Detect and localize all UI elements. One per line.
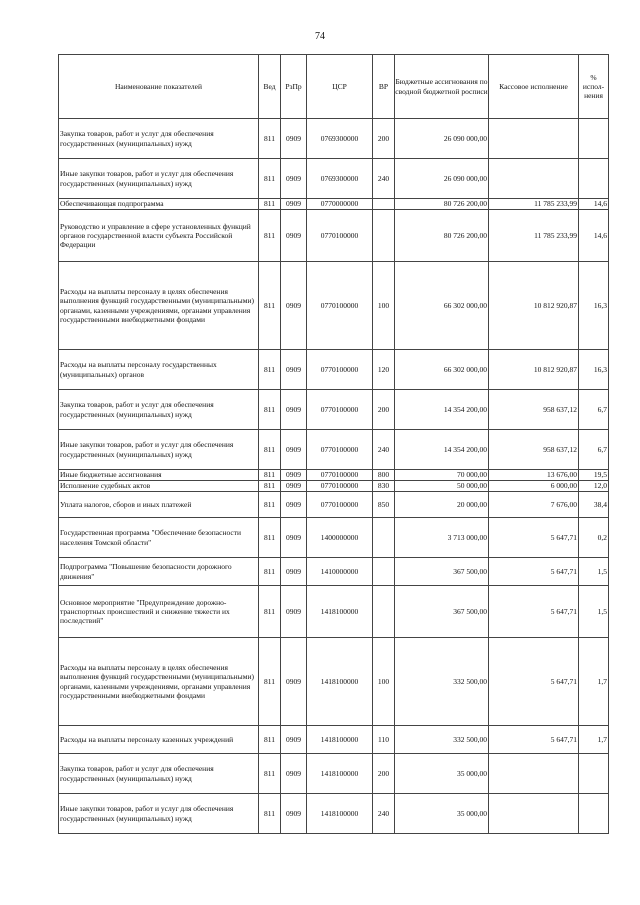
row-csr: 1418100000 — [307, 726, 373, 754]
row-cash: 5 647,71 — [489, 726, 579, 754]
budget-table — [58, 54, 609, 834]
row-percent: 16,3 — [579, 350, 609, 390]
row-name: Иные закупки товаров, работ и услуг для обеспечения государственных (муниципальных) нужд — [59, 159, 259, 199]
row-cash: 11 785 233,99 — [489, 210, 579, 262]
row-cash — [489, 754, 579, 794]
row-percent: 14,6 — [579, 210, 609, 262]
header-percent: % испол-нения — [579, 55, 609, 119]
row-name: Расходы на выплаты персоналу государственных (муниципальных) органов — [59, 350, 259, 390]
table-row — [59, 558, 609, 586]
row-vr: 850 — [373, 492, 395, 518]
row-percent: 12,0 — [579, 481, 609, 492]
row-budget: 332 500,00 — [395, 638, 489, 726]
row-csr: 0770100000 — [307, 481, 373, 492]
row-percent: 1,5 — [579, 586, 609, 638]
row-cash: 5 647,71 — [489, 558, 579, 586]
row-vr: 830 — [373, 481, 395, 492]
table-header-row — [59, 55, 609, 119]
row-percent: 1,7 — [579, 726, 609, 754]
row-name: Расходы на выплаты персоналу в целях обеспечения выполнения функций государственными (муниципальными) органами, казенными учреждениями, органами управления государственными внебюджетными фондами — [59, 638, 259, 726]
row-ved: 811 — [259, 558, 281, 586]
row-name: Закупка товаров, работ и услуг для обеспечения государственных (муниципальных) нужд — [59, 754, 259, 794]
header-budget: Бюджетные ассигнования по сводной бюджетной росписи — [395, 55, 489, 119]
table-row — [59, 159, 609, 199]
table-row — [59, 638, 609, 726]
row-ved: 811 — [259, 518, 281, 558]
row-ved: 811 — [259, 492, 281, 518]
row-vr: 100 — [373, 638, 395, 726]
row-csr: 0770100000 — [307, 430, 373, 470]
row-cash: 5 647,71 — [489, 638, 579, 726]
table-row — [59, 518, 609, 558]
row-budget: 14 354 200,00 — [395, 390, 489, 430]
table-row — [59, 390, 609, 430]
row-ved: 811 — [259, 210, 281, 262]
row-ved: 811 — [259, 586, 281, 638]
table-row — [59, 492, 609, 518]
row-budget: 367 500,00 — [395, 558, 489, 586]
row-csr: 0770100000 — [307, 492, 373, 518]
row-vr — [373, 558, 395, 586]
row-percent — [579, 754, 609, 794]
row-cash — [489, 159, 579, 199]
row-budget: 26 090 000,00 — [395, 159, 489, 199]
row-ved: 811 — [259, 119, 281, 159]
row-name: Закупка товаров, работ и услуг для обеспечения государственных (муниципальных) нужд — [59, 390, 259, 430]
table-row — [59, 119, 609, 159]
row-csr: 1418100000 — [307, 586, 373, 638]
row-csr: 0770000000 — [307, 199, 373, 210]
row-ved: 811 — [259, 470, 281, 481]
row-cash: 10 812 920,87 — [489, 262, 579, 350]
row-cash: 11 785 233,99 — [489, 199, 579, 210]
row-name: Иные закупки товаров, работ и услуг для обеспечения государственных (муниципальных) нужд — [59, 430, 259, 470]
row-vr — [373, 199, 395, 210]
row-budget: 70 000,00 — [395, 470, 489, 481]
table-row — [59, 794, 609, 834]
row-percent: 1,7 — [579, 638, 609, 726]
row-csr: 1410000000 — [307, 558, 373, 586]
row-budget: 367 500,00 — [395, 586, 489, 638]
row-name: Основное мероприятие "Предупреждение дорожно-транспортных происшествий и снижение тяжести их последствий" — [59, 586, 259, 638]
row-ved: 811 — [259, 159, 281, 199]
row-ved: 811 — [259, 726, 281, 754]
row-rzpr: 0909 — [281, 794, 307, 834]
row-percent: 19,5 — [579, 470, 609, 481]
row-ved: 811 — [259, 199, 281, 210]
row-ved: 811 — [259, 350, 281, 390]
row-csr: 1418100000 — [307, 794, 373, 834]
row-percent: 6,7 — [579, 430, 609, 470]
row-rzpr: 0909 — [281, 558, 307, 586]
row-budget: 35 000,00 — [395, 754, 489, 794]
row-name: Руководство и управление в сфере установленных функций органов государственной власти субъекта Российской Федерации — [59, 210, 259, 262]
row-rzpr: 0909 — [281, 159, 307, 199]
table-row — [59, 586, 609, 638]
row-rzpr: 0909 — [281, 210, 307, 262]
header-csr: ЦСР — [307, 55, 373, 119]
table-row — [59, 210, 609, 262]
row-vr — [373, 210, 395, 262]
row-rzpr: 0909 — [281, 119, 307, 159]
row-budget: 66 302 000,00 — [395, 262, 489, 350]
row-cash: 13 676,00 — [489, 470, 579, 481]
row-ved: 811 — [259, 638, 281, 726]
table-row — [59, 754, 609, 794]
row-csr: 0769300000 — [307, 159, 373, 199]
row-cash — [489, 119, 579, 159]
row-vr: 800 — [373, 470, 395, 481]
row-rzpr: 0909 — [281, 492, 307, 518]
row-csr: 0769300000 — [307, 119, 373, 159]
row-percent — [579, 159, 609, 199]
row-percent: 16,3 — [579, 262, 609, 350]
header-rzpr: РзПр — [281, 55, 307, 119]
row-vr: 240 — [373, 794, 395, 834]
row-percent: 0,2 — [579, 518, 609, 558]
row-budget: 50 000,00 — [395, 481, 489, 492]
row-ved: 811 — [259, 794, 281, 834]
row-budget: 20 000,00 — [395, 492, 489, 518]
row-name: Закупка товаров, работ и услуг для обеспечения государственных (муниципальных) нужд — [59, 119, 259, 159]
row-name: Иные закупки товаров, работ и услуг для обеспечения государственных (муниципальных) нужд — [59, 794, 259, 834]
row-budget: 80 726 200,00 — [395, 199, 489, 210]
table-row — [59, 430, 609, 470]
row-name: Подпрограмма "Повышение безопасности дорожного движения" — [59, 558, 259, 586]
row-rzpr: 0909 — [281, 350, 307, 390]
table-row — [59, 481, 609, 492]
row-rzpr: 0909 — [281, 430, 307, 470]
row-cash — [489, 794, 579, 834]
page-number: 74 — [315, 31, 325, 42]
header-ved: Вед — [259, 55, 281, 119]
row-rzpr: 0909 — [281, 754, 307, 794]
row-rzpr: 0909 — [281, 262, 307, 350]
row-budget: 66 302 000,00 — [395, 350, 489, 390]
table-row — [59, 199, 609, 210]
row-percent: 6,7 — [579, 390, 609, 430]
row-budget: 26 090 000,00 — [395, 119, 489, 159]
row-vr: 240 — [373, 430, 395, 470]
table-row — [59, 470, 609, 481]
header-name: Наименование показателей — [59, 55, 259, 119]
row-vr — [373, 586, 395, 638]
row-vr: 200 — [373, 119, 395, 159]
row-percent — [579, 794, 609, 834]
row-vr: 200 — [373, 754, 395, 794]
row-ved: 811 — [259, 430, 281, 470]
row-vr: 120 — [373, 350, 395, 390]
row-rzpr: 0909 — [281, 638, 307, 726]
row-cash: 958 637,12 — [489, 390, 579, 430]
row-cash: 10 812 920,87 — [489, 350, 579, 390]
header-cash: Кассовое исполнение — [489, 55, 579, 119]
table-row — [59, 262, 609, 350]
row-percent: 14,6 — [579, 199, 609, 210]
header-vr: ВР — [373, 55, 395, 119]
row-ved: 811 — [259, 754, 281, 794]
row-name: Уплата налогов, сборов и иных платежей — [59, 492, 259, 518]
row-percent: 38,4 — [579, 492, 609, 518]
row-name: Обеспечивающая подпрограмма — [59, 199, 259, 210]
row-budget: 80 726 200,00 — [395, 210, 489, 262]
row-percent — [579, 119, 609, 159]
row-ved: 811 — [259, 481, 281, 492]
row-budget: 14 354 200,00 — [395, 430, 489, 470]
row-rzpr: 0909 — [281, 199, 307, 210]
row-csr: 1400000000 — [307, 518, 373, 558]
row-name: Исполнение судебных актов — [59, 481, 259, 492]
row-vr: 240 — [373, 159, 395, 199]
row-cash: 7 676,00 — [489, 492, 579, 518]
row-budget: 3 713 000,00 — [395, 518, 489, 558]
row-csr: 0770100000 — [307, 390, 373, 430]
row-csr: 0770100000 — [307, 470, 373, 481]
row-budget: 332 500,00 — [395, 726, 489, 754]
row-rzpr: 0909 — [281, 586, 307, 638]
row-rzpr: 0909 — [281, 470, 307, 481]
table-row — [59, 350, 609, 390]
row-rzpr: 0909 — [281, 518, 307, 558]
row-name: Расходы на выплаты персоналу казенных учреждений — [59, 726, 259, 754]
row-budget: 35 000,00 — [395, 794, 489, 834]
row-vr — [373, 518, 395, 558]
row-name: Государственная программа "Обеспечение безопасности населения Томской области" — [59, 518, 259, 558]
row-cash: 5 647,71 — [489, 586, 579, 638]
row-ved: 811 — [259, 262, 281, 350]
row-csr: 1418100000 — [307, 638, 373, 726]
row-csr: 1418100000 — [307, 754, 373, 794]
row-cash: 6 000,00 — [489, 481, 579, 492]
row-vr: 110 — [373, 726, 395, 754]
row-vr: 100 — [373, 262, 395, 350]
row-percent: 1,5 — [579, 558, 609, 586]
row-cash: 958 637,12 — [489, 430, 579, 470]
row-name: Расходы на выплаты персоналу в целях обеспечения выполнения функций государственными (муниципальными) органами, казенными учреждениями, органами управления государственными внебюджетными фондами — [59, 262, 259, 350]
table-row — [59, 726, 609, 754]
row-vr: 200 — [373, 390, 395, 430]
row-csr: 0770100000 — [307, 210, 373, 262]
row-rzpr: 0909 — [281, 726, 307, 754]
row-rzpr: 0909 — [281, 390, 307, 430]
row-name: Иные бюджетные ассигнования — [59, 470, 259, 481]
row-ved: 811 — [259, 390, 281, 430]
row-csr: 0770100000 — [307, 350, 373, 390]
row-csr: 0770100000 — [307, 262, 373, 350]
row-cash: 5 647,71 — [489, 518, 579, 558]
row-rzpr: 0909 — [281, 481, 307, 492]
